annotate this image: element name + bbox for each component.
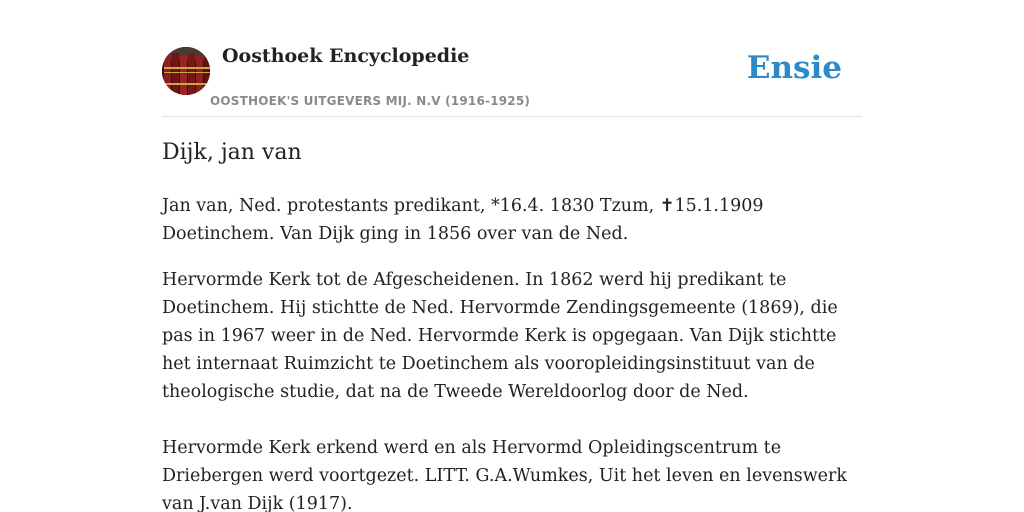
encyclopedia-books-icon[interactable] — [162, 47, 210, 95]
site-name[interactable]: Oosthoek Encyclopedie — [222, 45, 470, 67]
article-body — [162, 192, 864, 512]
brand-logo[interactable]: Ensie — [746, 50, 842, 86]
site-header — [162, 0, 862, 117]
article-paragraph: Hervormde Kerk erkend werd en als Hervormd Opleidingscentrum te Driebergen werd voortgezet. LITT. G.A.Wumkes, Uit het leven en levenswerk van J.van Dijk (1917). — [162, 438, 848, 512]
publisher-label[interactable]: OOSTHOEK'S UITGEVERS MIJ. N.V (1916-1925) — [210, 94, 531, 108]
article-paragraph: Hervormde Kerk tot de Afgescheidenen. In 1862 werd hij predikant te Doetinchem. Hij stichtte de Ned. Hervormde Zendingsgemeente (1869), die pas in 1967 weer in de Ned. Hervormde Kerk is opgegaan. Van Dijk stichtte het internaat Ruimzicht te Doetinchem als vooropleidingsinstituut van de theologische studie, dat na de Tweede Wereldoorlog door de Ned. — [162, 270, 838, 402]
article-paragraph: Jan van, Ned. protestants predikant, *16.4. 1830 Tzum, ✝15.1.1909 Doetinchem. Van Dijk ging in 1856 over van de Ned. — [162, 196, 764, 244]
article-title: Dijk, jan van — [162, 140, 302, 165]
